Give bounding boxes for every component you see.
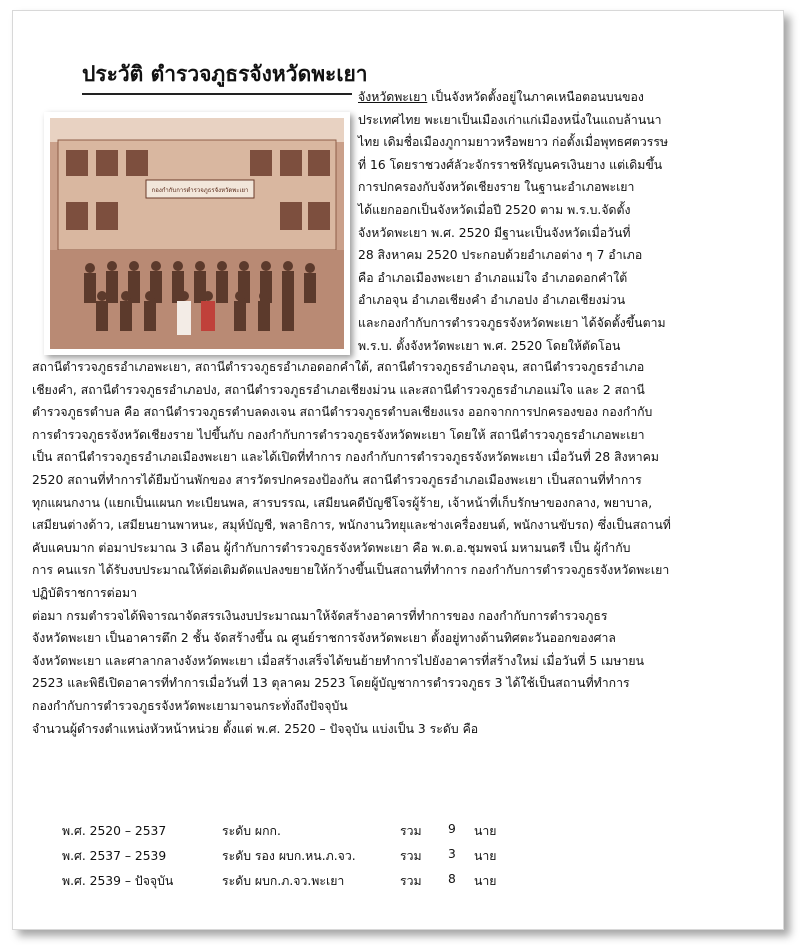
historical-photo — [44, 112, 350, 355]
rank-count: 9 — [448, 822, 456, 836]
rank-period: พ.ศ. 2539 – ปัจจุบัน — [62, 874, 174, 888]
history-body — [32, 356, 671, 740]
intro-line: จังหวัดพะเยา เป็นจังหวัดตั้งอยู่ในภาคเหนือตอนบนของ — [358, 90, 644, 104]
body-line: กองกำกับการตำรวจภูธรจังหวัดพะเยามาจนกระทั่งถึงปัจจุบัน — [32, 698, 348, 713]
body-line: ต่อมา กรมตำรวจได้พิจารณาจัดสรรเงินงบประมาณมาให้จัดสร้างอาคารที่ทำการของ กองกำกับการตำรวจภูธร — [32, 608, 608, 623]
body-line: จำนวนผู้ดำรงตำแหน่งหัวหน้าหน่วย ตั้งแต่ พ.ศ. 2520 – ปัจจุบัน แบ่งเป็น 3 ระดับ คือ — [32, 721, 479, 736]
body-line: จังหวัดพะเยา เป็นอาคารตึก 2 ชั้น จัดสร้างขึ้น ณ ศูนย์ราชการจังหวัดพะเยา ตั้งอยู่ทางด้านทิศตะวันออกของศาล — [32, 631, 616, 646]
rank-count: 3 — [448, 847, 456, 861]
body-line: 2520 สถานที่ทำการได้ยืมบ้านพักของ สารวัตรปกครองป้องกัน สถานีตำรวจภูธรอำเภอเมืองพะเยา เป็นสถานที่ทำการ — [32, 472, 642, 487]
rank-total-label: รวม — [400, 849, 422, 863]
body-line: ตำรวจภูธรตำบล คือ สถานีตำรวจภูธรตำบลดงเจน สถานีตำรวจภูธรตำบลเชียงแรง ออกจากการปกครองของ กองกำกับ — [32, 405, 653, 420]
body-line: การ คนแรก ได้รับงบประมาณให้ต่อเติมดัดแปลงขยายให้กว้างขึ้นเป็นสถานที่ทำการ กองกำกับการตำรวจภูธรจังหวัดพะเยา — [32, 563, 670, 578]
body-line: เป็น สถานีตำรวจภูธรอำเภอเมืองพะเยา และได้เปิดที่ทำการ กองกำกับการตำรวจภูธรจังหวัดพะเยา เมื่อวันที่ 28 สิงหาคม — [32, 450, 660, 465]
rank-total-label: รวม — [400, 874, 422, 888]
rank-count: 8 — [448, 872, 456, 886]
intro-line: ที่ 16 โดยราชวงศ์ลัวะจักรราชหิรัญนครเงินยาง แต่เดิมขึ้น — [358, 157, 663, 172]
body-line: ปฏิบัติราชการต่อมา — [32, 585, 138, 600]
rank-unit: นาย — [474, 849, 497, 863]
intro-line: พ.ร.บ. ตั้งจังหวัดพะเยา พ.ศ. 2520 โดยให้ตัดโอน — [358, 338, 621, 353]
page-title: ประวัติ ตำรวจภูธรจังหวัดพะเยา — [82, 58, 352, 95]
body-line: เชียงคำ, สถานีตำรวจภูธรอำเภอปง, สถานีตำรวจภูธรอำเภอเชียงม่วน และสถานีตำรวจภูธรอำเภอแม่ใจ และ 2 สถานี — [32, 382, 645, 397]
intro-line: ไทย เดิมชื่อเมืองภูกามยาวหรือพยาว ก่อตั้งเมื่อพุทธศตวรรษ — [358, 135, 669, 150]
intro-line: การปกครองกับจังหวัดเชียงราย ในฐานะอำเภอพะเยา — [358, 180, 635, 195]
body-line: จังหวัดพะเยา และศาลากลางจังหวัดพะเยา เมื่อสร้างเสร็จได้ขนย้ายทำการไปยังอาคารที่สร้างใหม่ เมื่อวันที่ 5 เมษายน — [32, 653, 645, 668]
body-line: ทุกแผนกงาน (แยกเป็นแผนก ทะเบียนพล, สารบรรณ, เสมียนคดีบัญชีโจรผู้ร้าย, เจ้าหน้าที่เก็บรักษาของกลาง, พยาบาล, — [32, 495, 653, 510]
rank-unit: นาย — [474, 874, 497, 888]
intro-line: อำเภอจุน อำเภอเชียงคำ อำเภอปง อำเภอเชียงม่วน — [358, 293, 626, 308]
rank-unit: นาย — [474, 824, 497, 838]
intro-line: คือ อำเภอเมืองพะเยา อำเภอแม่ใจ อำเภอดอกคำใต้ — [358, 270, 628, 285]
police-station-group-photo — [50, 118, 344, 349]
rank-period: พ.ศ. 2520 – 2537 — [62, 824, 167, 838]
rank-level: ระดับ ผกก. — [222, 824, 281, 838]
intro-line: และกองกำกับการตำรวจภูธรจังหวัดพะเยา ได้จัดตั้งขึ้นตาม — [358, 315, 666, 330]
rank-level: ระดับ ผบก.ภ.จว.พะเยา — [222, 874, 345, 888]
building-sign: กองกำกับการตำรวจภูธรจังหวัดพะเยา — [151, 187, 249, 194]
intro-line: จังหวัดพะเยา พ.ศ. 2520 มีฐานะเป็นจังหวัดเมื่อวันที่ — [358, 225, 631, 240]
rank-period: พ.ศ. 2537 – 2539 — [62, 849, 167, 863]
rank-level: ระดับ รอง ผบก.หน.ภ.จว. — [222, 849, 356, 863]
intro-line: ประเทศไทย พะเยาเป็นเมืองเก่าแก่เมืองหนึ่งในแถบล้านนา — [358, 112, 662, 127]
body-line: 2523 และพิธีเปิดอาคารที่ทำการเมื่อวันที่ 13 ตุลาคม 2523 โดยผู้บัญชาการตำรวจภูธร 3 ได้ใช้เป็นสถานที่ทำการ — [32, 676, 630, 691]
rank-total-label: รวม — [400, 824, 422, 838]
body-line: การตำรวจภูธรจังหวัดเชียงราย ไปขึ้นกับ กองกำกับการตำรวจภูธรจังหวัดพะเยา โดยให้ สถานีตำรวจภูธรอำเภอพะเยา — [32, 427, 645, 442]
intro-column — [358, 86, 668, 357]
body-line: คับแคบมาก ต่อมาประมาณ 3 เดือน ผู้กำกับการตำรวจภูธรจังหวัดพะเยา คือ พ.ต.อ.ชุมพจน์ มหามนตรี เป็น ผู้กำกับ — [32, 540, 631, 555]
intro-line: ได้แยกออกเป็นจังหวัดเมื่อปี 2520 ตาม พ.ร.บ.จัดตั้ง — [358, 202, 631, 217]
province-name: จังหวัดพะเยา — [358, 90, 428, 104]
body-line: เสมียนต่างด้าว, เสมียนยานพาหนะ, สมุห์บัญชี, พลาธิการ, พนักงานวิทยุและช่างเครื่องยนต์, พนักงานขับรถ) ซึ่งเป็นสถานที่ — [32, 518, 671, 533]
intro-line: 28 สิงหาคม 2520 ประกอบด้วยอำเภอต่าง ๆ 7 อำเภอ — [358, 248, 643, 263]
body-line: สถานีตำรวจภูธรอำเภอพะเยา, สถานีตำรวจภูธรอำเภอดอกคำใต้, สถานีตำรวจภูธรอำเภอจุน, สถานีตำรวจภูธรอำเภอ — [32, 360, 645, 374]
